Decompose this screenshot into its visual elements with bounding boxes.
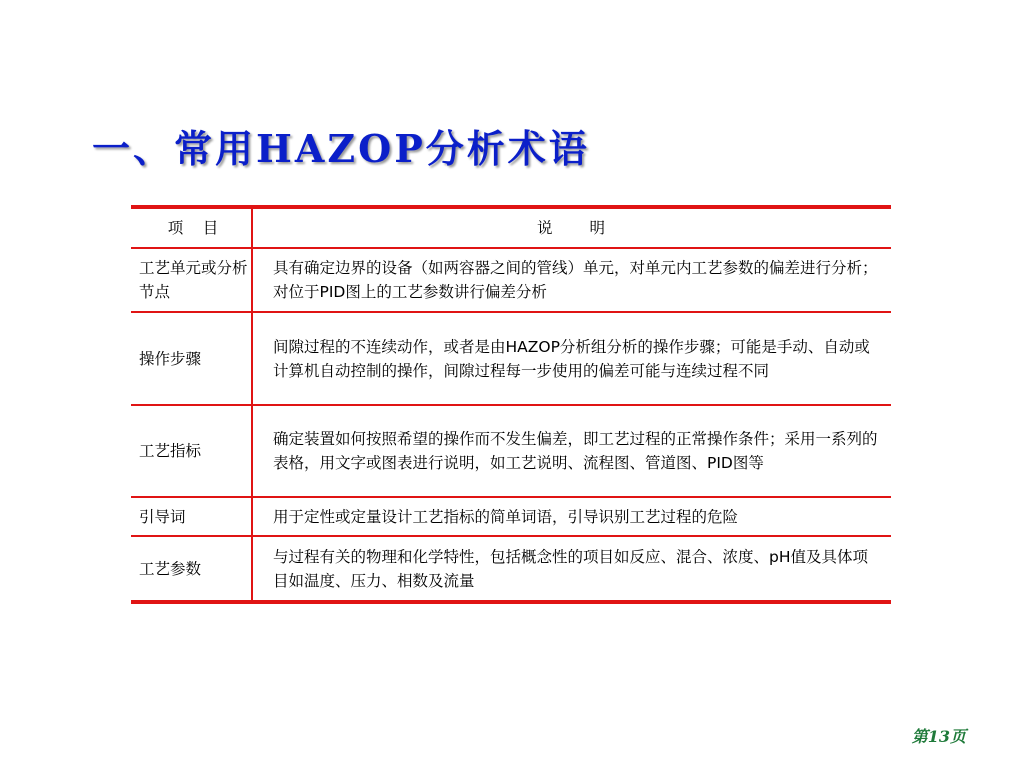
header-description: 说 明 — [252, 207, 891, 248]
table-row — [131, 248, 891, 312]
row-description: 与过程有关的物理和化学特性，包括概念性的项目如反应、混合、浓度、pH值及具体项目如温度、压力、相数及流量 — [252, 536, 891, 602]
terms-table-container — [131, 205, 891, 604]
header-term: 项 目 — [131, 207, 252, 248]
row-term: 工艺参数 — [131, 536, 252, 602]
row-term: 操作步骤 — [131, 312, 252, 405]
table-row — [131, 405, 891, 497]
terms-table — [131, 205, 891, 604]
row-description: 间隙过程的不连续动作，或者是由HAZOP分析组分析的操作步骤；可能是手动、自动或计算机自动控制的操作，间隙过程每一步使用的偏差可能与连续过程不同 — [252, 312, 891, 405]
row-description: 确定装置如何按照希望的操作而不发生偏差，即工艺过程的正常操作条件；采用一系列的表格，用文字或图表进行说明，如工艺说明、流程图、管道图、PID图等 — [252, 405, 891, 497]
slide-title: 一、常用HAZOP分析术语 — [92, 126, 590, 171]
table-header-row — [131, 207, 891, 248]
page-number: 第13页 — [911, 727, 966, 746]
row-description: 具有确定边界的设备（如两容器之间的管线）单元，对单元内工艺参数的偏差进行分析；对位于PID图上的工艺参数讲行偏差分析 — [252, 248, 891, 312]
row-term: 引导词 — [131, 497, 252, 536]
table-row — [131, 536, 891, 602]
row-term: 工艺单元或分析节点 — [131, 248, 252, 312]
table-row — [131, 497, 891, 536]
table-row — [131, 312, 891, 405]
row-description: 用于定性或定量设计工艺指标的简单词语，引导识别工艺过程的危险 — [252, 497, 891, 536]
row-term: 工艺指标 — [131, 405, 252, 497]
